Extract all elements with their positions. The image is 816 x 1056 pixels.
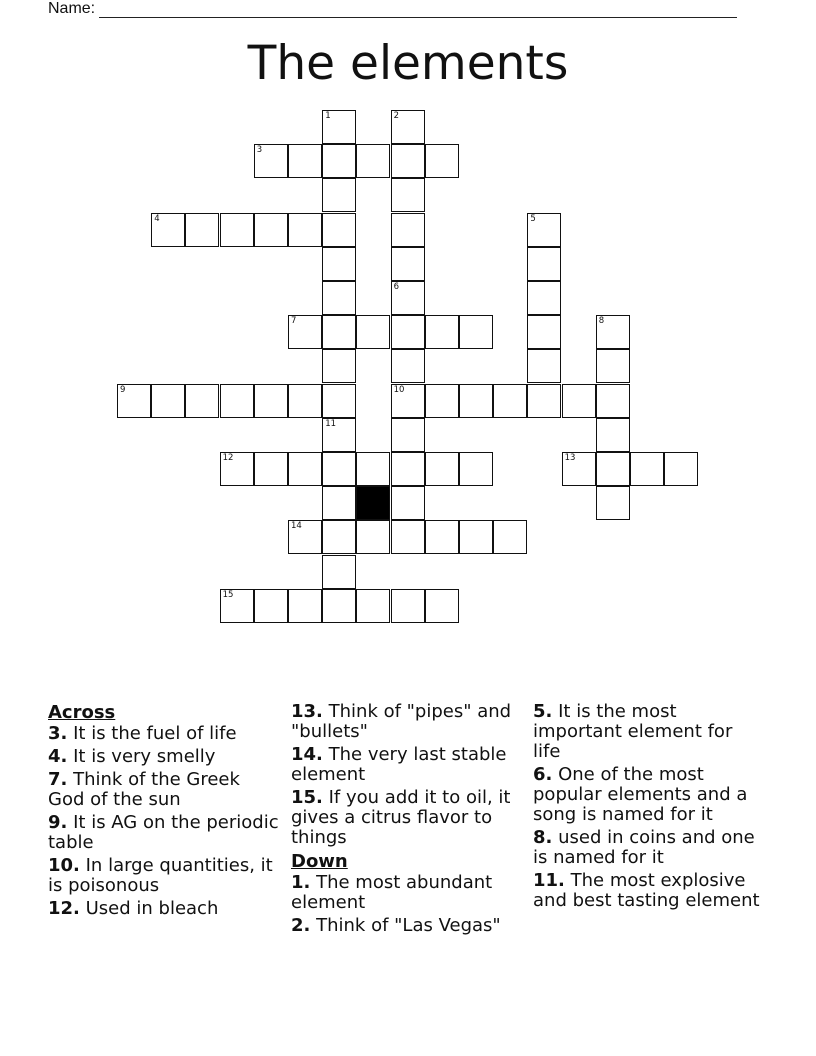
across-clue [48,747,280,767]
clue-text: Used in bleach [85,898,219,919]
grid-cell[interactable] [356,144,390,178]
grid-cell[interactable] [596,486,630,520]
clue-number: 15. [291,787,323,808]
clue-number-label: 5 [530,213,536,224]
clue-number-label: 6 [393,282,400,292]
grid-cell[interactable] [391,452,425,486]
grid-cell[interactable] [425,520,459,554]
grid-cell[interactable] [391,520,425,554]
clue-number: 7. [48,769,68,790]
black-square [356,486,390,520]
grid-cell[interactable] [322,178,356,212]
grid-cell[interactable] [596,418,630,452]
clue-text: used in coins and one is named for it [533,827,755,868]
grid-cell[interactable] [562,384,596,418]
grid-cell[interactable] [596,349,630,383]
grid-cell[interactable] [151,213,185,247]
grid-cell[interactable] [527,247,561,281]
grid-cell[interactable] [322,520,356,554]
grid-cell[interactable] [356,452,390,486]
clue-number: 13. [291,701,323,722]
clue-number: 1. [291,872,311,893]
clue-number-label: 9 [120,384,126,395]
clue-text: It is very smelly [73,746,216,767]
grid-cell[interactable] [185,384,219,418]
grid-cell[interactable] [425,315,459,349]
grid-cell[interactable] [322,281,356,315]
grid-cell[interactable] [459,452,493,486]
clue-column-2 [291,702,523,939]
clue-text: It is the fuel of life [73,723,237,744]
grid-cell[interactable] [596,315,630,349]
grid-cell[interactable] [459,384,493,418]
across-clue [48,770,280,810]
clue-number: 5. [533,701,553,722]
clue-number: 11. [533,870,565,891]
grid-cell[interactable] [527,213,561,247]
grid-cell[interactable] [322,452,356,486]
down-heading: Down [291,851,348,872]
grid-cell[interactable] [288,213,322,247]
clue-text: Think of "Las Vegas" [316,915,501,936]
grid-cell[interactable] [254,144,288,178]
grid-cell[interactable] [527,281,561,315]
grid-cell[interactable] [493,520,527,554]
grid-cell[interactable] [562,452,596,486]
grid-cell[interactable] [322,418,356,452]
grid-cell[interactable] [391,384,425,418]
across-clue [291,788,523,848]
clue-number: 12. [48,898,80,919]
grid-cell[interactable] [151,384,185,418]
clue-number-label: 8 [598,316,605,327]
across-clue [48,899,280,919]
name-label: Name: [48,0,96,17]
down-clue [533,828,765,868]
clue-number: 6. [533,764,553,785]
down-clue [291,916,523,936]
grid-cell[interactable] [254,384,288,418]
grid-cell[interactable] [391,315,425,349]
clue-number: 4. [48,746,68,767]
grid-cell[interactable] [322,589,356,623]
down-clue [533,871,765,911]
clue-number: 10. [48,855,80,876]
grid-cell[interactable] [220,213,254,247]
grid-cell[interactable] [391,281,425,315]
grid-cell[interactable] [322,110,356,144]
grid-cell[interactable] [391,213,425,247]
grid-cell[interactable] [459,520,493,554]
clue-text: In large quantities, it is poisonous [48,855,273,896]
grid-cell[interactable] [322,213,356,247]
clue-text: The most abundant element [291,872,493,913]
grid-cell[interactable] [527,384,561,418]
across-clue [48,724,280,744]
clue-text: Think of "pipes" and "bullets" [291,701,512,742]
grid-cell[interactable] [630,452,664,486]
grid-cell[interactable] [356,315,390,349]
clue-number-label: 3 [256,145,263,156]
grid-cell[interactable] [220,384,254,418]
grid-cell[interactable] [425,452,459,486]
grid-cell[interactable] [322,555,356,589]
clue-text: It is AG on the periodic table [48,812,279,853]
clue-number: 3. [48,723,68,744]
grid-cell[interactable] [254,452,288,486]
grid-cell[interactable] [322,349,356,383]
grid-cell[interactable] [185,213,219,247]
clue-number-label: 10 [393,384,405,395]
grid-cell[interactable] [254,213,288,247]
clue-number: 9. [48,812,68,833]
clue-column-3 [533,702,765,914]
clue-number-label: 12 [222,453,234,463]
grid-cell[interactable] [391,418,425,452]
grid-cell[interactable] [322,144,356,178]
grid-cell[interactable] [117,384,151,418]
grid-cell[interactable] [288,589,322,623]
grid-cell[interactable] [425,144,459,178]
clue-text: One of the most popular elements and a song is named for it [533,764,748,825]
grid-cell[interactable] [254,589,288,623]
clue-number: 14. [291,744,323,765]
grid-cell[interactable] [391,178,425,212]
grid-cell[interactable] [356,589,390,623]
grid-cell[interactable] [596,384,630,418]
grid-cell[interactable] [391,349,425,383]
clue-number: 8. [533,827,553,848]
grid-cell[interactable] [391,144,425,178]
grid-cell[interactable] [391,247,425,281]
clue-number-label: 13 [564,453,576,463]
grid-cell[interactable] [391,110,425,144]
down-clue [533,702,765,762]
grid-cell[interactable] [527,349,561,383]
across-clue [291,745,523,785]
clue-text: The most explosive and best tasting element [533,870,760,911]
grid-cell[interactable] [425,384,459,418]
grid-cell[interactable] [391,486,425,520]
grid-cell[interactable] [288,452,322,486]
grid-cell[interactable] [322,486,356,520]
clue-text: It is the most important element for life [533,701,733,762]
across-heading: Across [48,702,116,723]
clue-column-1 [48,702,280,922]
clue-number-label: 11 [325,418,337,429]
grid-cell[interactable] [596,452,630,486]
clue-number-label: 4 [154,213,160,224]
across-clue [48,856,280,896]
clue-text: Think of the Greek God of the sun [48,769,240,810]
grid-cell[interactable] [493,384,527,418]
clue-number: 2. [291,915,311,936]
grid-cell[interactable] [322,384,356,418]
clue-text: If you add it to oil, it gives a citrus flavor to things [291,787,511,848]
clue-number-label: 7 [291,316,297,327]
grid-cell[interactable] [425,589,459,623]
grid-cell[interactable] [356,520,390,554]
grid-cell[interactable] [220,452,254,486]
clue-number-label: 15 [222,589,234,600]
grid-cell[interactable] [459,315,493,349]
clue-text: The very last stable element [291,744,507,785]
across-clue [291,702,523,742]
clue-number-label: 1 [325,111,331,121]
grid-cell[interactable] [664,452,698,486]
grid-cell[interactable] [288,144,322,178]
grid-cell[interactable] [288,315,322,349]
clue-number-label: 14 [291,521,302,532]
grid-cell[interactable] [288,520,322,554]
grid-cell[interactable] [391,589,425,623]
grid-cell[interactable] [322,315,356,349]
grid-cell[interactable] [527,315,561,349]
grid-cell[interactable] [322,247,356,281]
clue-number-label: 2 [393,111,400,121]
puzzle-title: The elements [247,36,569,91]
down-clue [291,873,523,913]
grid-cell[interactable] [288,384,322,418]
down-clue [533,765,765,825]
across-clue [48,813,280,853]
grid-cell[interactable] [220,589,254,623]
